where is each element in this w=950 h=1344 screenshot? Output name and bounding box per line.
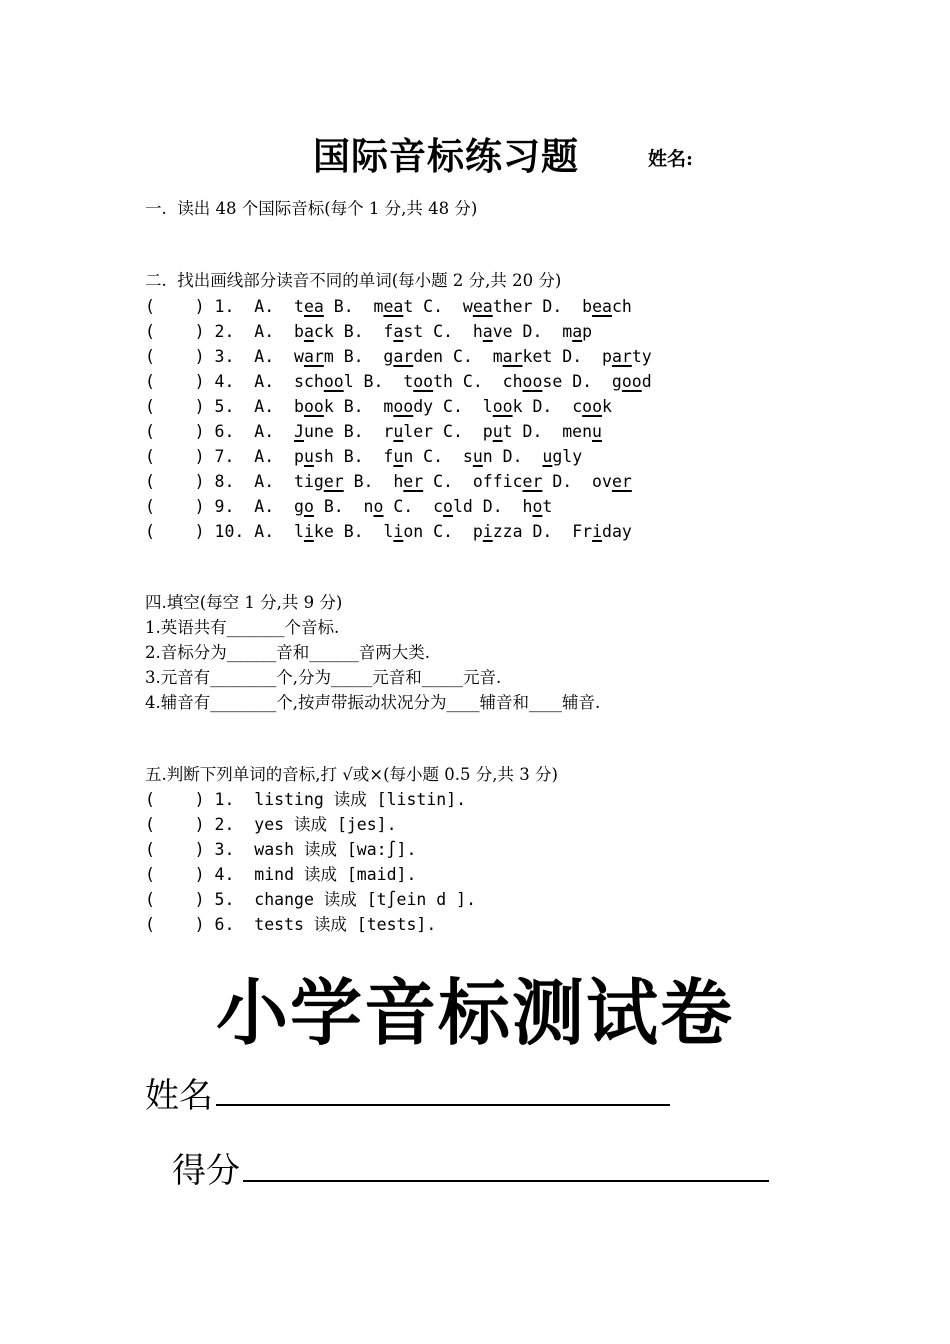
list-item: ( ) 1. listing 读成 [listin]. bbox=[145, 790, 467, 809]
section2-heading: 二. 找出画线部分读音不同的单词(每小题 2 分,共 20 分) bbox=[145, 271, 562, 290]
list-item: ( ) 7. A. push B. fun C. sun D. ugly bbox=[145, 447, 583, 466]
page-title: 国际音标练习题 bbox=[313, 134, 579, 178]
list-item: ( ) 6. tests 读成 [tests]. bbox=[145, 915, 437, 934]
list-item: 3.元音有________个,分为_____元音和_____元音. bbox=[145, 668, 502, 687]
section4-heading: 四.填空(每空 1 分,共 9 分) bbox=[145, 593, 343, 612]
list-item: ( ) 4. A. school B. tooth C. choose D. good bbox=[145, 372, 652, 391]
list-item: ( ) 1. A. tea B. meat C. weather D. beach bbox=[145, 297, 632, 316]
section5-heading: 五.判断下列单词的音标,打 √或×(每小题 0.5 分,共 3 分) bbox=[145, 765, 558, 784]
list-item: ( ) 8. A. tiger B. her C. officer D. over bbox=[145, 472, 632, 491]
list-item: 4.辅音有________个,按声带振动状况分为____辅音和____辅音. bbox=[145, 693, 601, 712]
cover-name-label: 姓名 bbox=[145, 1076, 213, 1116]
list-item: ( ) 3. A. warm B. garden C. market D. party bbox=[145, 347, 652, 366]
list-item: ( ) 9. A. go B. no C. cold D. hot bbox=[145, 497, 553, 516]
header bbox=[0, 120, 950, 180]
list-item: 1.英语共有_______个音标. bbox=[145, 618, 340, 637]
name-answer-line[interactable] bbox=[216, 1104, 670, 1106]
list-item: ( ) 3. wash 读成 [wa:∫]. bbox=[145, 840, 417, 859]
list-item: ( ) 10. A. like B. lion C. pizza D. Friday bbox=[145, 522, 632, 541]
list-item: ( ) 4. mind 读成 [maid]. bbox=[145, 865, 417, 884]
name-label: 姓名: bbox=[648, 148, 694, 170]
list-item: ( ) 6. A. June B. ruler C. put D. menu bbox=[145, 422, 602, 441]
cover-title: 小学音标测试卷 bbox=[215, 971, 734, 1055]
score-answer-line[interactable] bbox=[243, 1180, 769, 1182]
list-item: ( ) 5. A. book B. moody C. look D. cook bbox=[145, 397, 612, 416]
list-item: ( ) 2. yes 读成 [jes]. bbox=[145, 815, 397, 834]
cover-score-label: 得分 bbox=[172, 1151, 240, 1191]
section1-heading: 一. 读出 48 个国际音标(每个 1 分,共 48 分) bbox=[145, 199, 478, 218]
list-item: 2.音标分为______音和______音两大类. bbox=[145, 643, 430, 662]
list-item: ( ) 2. A. back B. fast C. have D. map bbox=[145, 322, 593, 341]
list-item: ( ) 5. change 读成 [t∫ein d ]. bbox=[145, 890, 477, 909]
